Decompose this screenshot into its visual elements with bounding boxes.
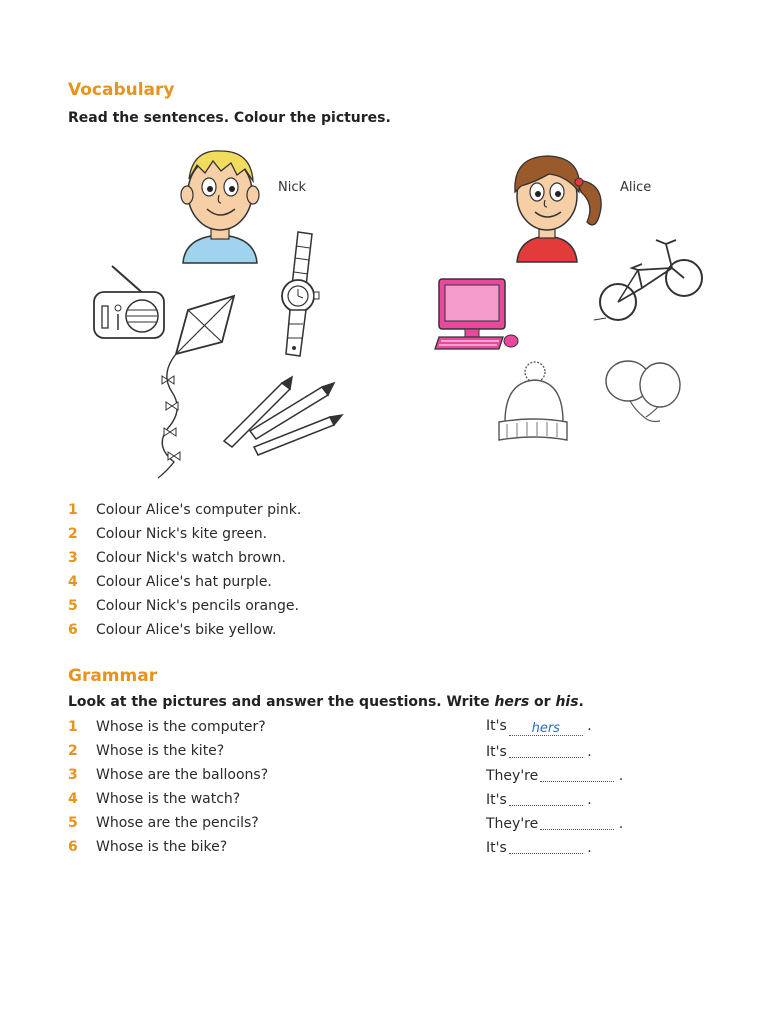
- answer-suffix: .: [587, 718, 592, 734]
- item-number: 1: [68, 502, 78, 518]
- pencils-icon: [218, 375, 343, 457]
- grammar-heading: Grammar: [68, 666, 158, 686]
- answer-suffix: .: [587, 743, 592, 760]
- item-text: Colour Nick's kite green.: [96, 526, 268, 542]
- item-number: 4: [68, 791, 78, 807]
- computer-icon: [435, 275, 520, 355]
- item-number: 3: [68, 767, 78, 783]
- answer-line: [486, 791, 646, 808]
- answer-line: [486, 815, 646, 832]
- list-item: [68, 618, 301, 642]
- vocabulary-list: [68, 498, 301, 642]
- nick-portrait: [175, 145, 265, 263]
- nick-name-label: Nick: [278, 180, 307, 195]
- question-row: [68, 787, 698, 811]
- item-number: 1: [68, 719, 78, 735]
- vocabulary-instruction: Read the sentences. Colour the pictures.: [68, 110, 391, 126]
- answer-field[interactable]: hers: [509, 721, 583, 736]
- question-text: Whose are the pencils?: [96, 815, 259, 831]
- answer-field[interactable]: [509, 791, 583, 806]
- answer-prefix: They're: [486, 815, 539, 832]
- item-text: Colour Alice's bike yellow.: [96, 622, 277, 638]
- item-text: Colour Nick's pencils orange.: [96, 598, 299, 614]
- answer-line: [486, 767, 646, 784]
- item-text: Colour Alice's computer pink.: [96, 502, 302, 518]
- answer-suffix: .: [587, 791, 592, 808]
- answer-line: [486, 839, 646, 856]
- question-row: [68, 715, 698, 739]
- grammar-list: [68, 715, 698, 859]
- question-row: [68, 835, 698, 859]
- vocabulary-heading: Vocabulary: [68, 80, 175, 100]
- item-number: 5: [68, 598, 78, 614]
- instruction-connector: or: [529, 694, 556, 710]
- answer-field[interactable]: [540, 815, 614, 830]
- item-text: Colour Nick's watch brown.: [96, 550, 286, 566]
- list-item: [68, 498, 301, 522]
- question-text: Whose are the balloons?: [96, 767, 269, 783]
- question-row: [68, 811, 698, 835]
- question-text: Whose is the computer?: [96, 719, 266, 735]
- answer-field[interactable]: [540, 767, 614, 782]
- question-row: [68, 763, 698, 787]
- item-number: 6: [68, 622, 78, 638]
- item-text: Colour Alice's hat purple.: [96, 574, 272, 590]
- answer-prefix: It's: [486, 743, 507, 760]
- hat-icon: [495, 360, 570, 445]
- instruction-suffix: .: [578, 694, 584, 710]
- item-number: 6: [68, 839, 78, 855]
- answer-line: [486, 718, 646, 736]
- list-item: [68, 522, 301, 546]
- item-number: 4: [68, 574, 78, 590]
- grammar-instruction: [68, 694, 584, 710]
- answer-suffix: .: [618, 815, 624, 832]
- question-text: Whose is the bike?: [96, 839, 228, 855]
- answer-prefix: It's: [486, 791, 507, 808]
- answer-line: [486, 743, 646, 760]
- answer-field[interactable]: [509, 839, 583, 854]
- list-item: [68, 570, 301, 594]
- item-number: 2: [68, 526, 78, 542]
- answer-suffix: .: [618, 767, 624, 784]
- question-row: [68, 739, 698, 763]
- item-number: 5: [68, 815, 78, 831]
- answer-suffix: .: [587, 839, 592, 856]
- answer-field[interactable]: [509, 743, 583, 758]
- item-number: 2: [68, 743, 78, 759]
- balloons-icon: [600, 357, 690, 427]
- answer-prefix: It's: [486, 839, 507, 856]
- question-text: Whose is the kite?: [96, 743, 225, 759]
- instruction-prefix: Look at the pictures and answer the questions. Write: [68, 694, 495, 710]
- instruction-word-hers: hers: [494, 694, 530, 710]
- answer-prefix: They're: [486, 767, 539, 784]
- item-number: 3: [68, 550, 78, 566]
- question-text: Whose is the watch?: [96, 791, 241, 807]
- list-item: [68, 594, 301, 618]
- watch-icon: [272, 228, 327, 363]
- list-item: [68, 546, 301, 570]
- answer-prefix: It's: [486, 718, 507, 734]
- alice-name-label: Alice: [620, 180, 652, 195]
- bike-icon: [592, 230, 707, 325]
- instruction-word-his: his: [555, 694, 579, 710]
